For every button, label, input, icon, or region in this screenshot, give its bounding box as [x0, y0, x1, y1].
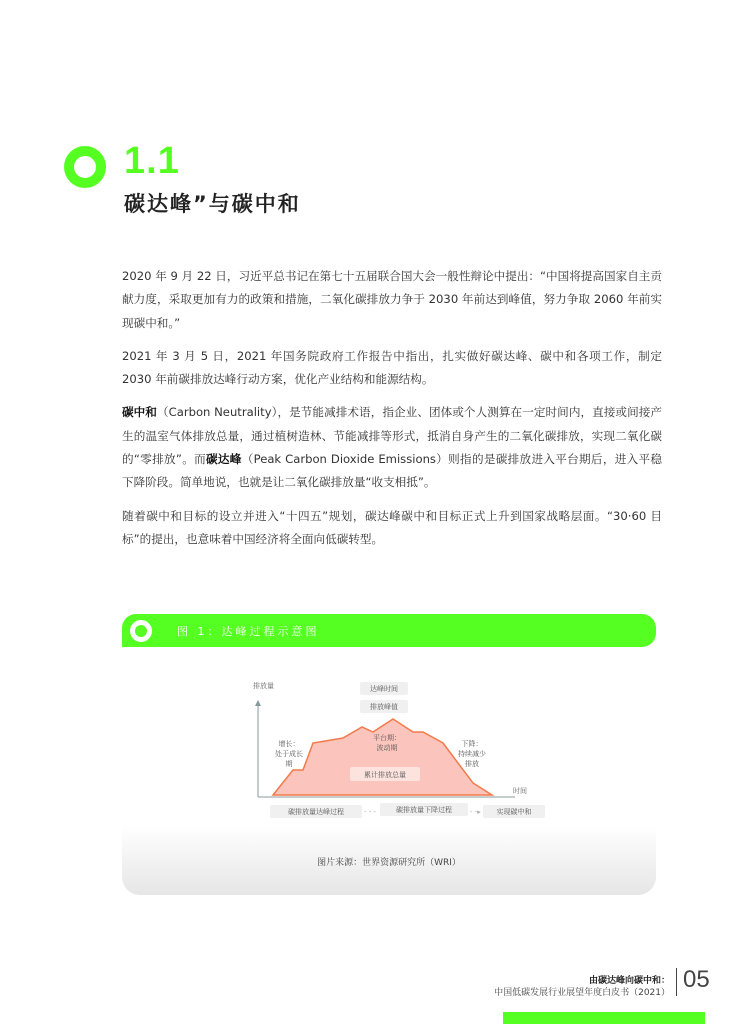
- plateau-label: 平台期：波动期: [373, 734, 401, 752]
- section-number: 1.1: [124, 140, 180, 182]
- section-title: 碳达峰”与碳中和: [124, 192, 301, 216]
- y-arrow-icon: [255, 700, 261, 706]
- peak-value-label: 排放峰值: [370, 703, 398, 711]
- svg-text:- - -: - - -: [364, 808, 377, 816]
- footer-subtitle: 中国低碳发展行业展望年度白皮书（2021）: [494, 988, 670, 998]
- footer-divider: [676, 968, 677, 996]
- figure-card: [122, 647, 656, 895]
- page-number: 05: [683, 966, 710, 993]
- term: 碳达峰: [206, 452, 242, 467]
- svg-text:- -▸: - -▸: [470, 808, 481, 816]
- banner-ring-icon: [130, 620, 152, 642]
- total-label: 累计排放总量: [364, 771, 406, 779]
- stage-decline: 碳排放量下降过程: [396, 806, 452, 814]
- section-ring-icon: [64, 146, 106, 188]
- figure-source: 图片来源：世界资源研究所（WRI）: [317, 858, 461, 868]
- term: 碳中和: [122, 405, 157, 420]
- peak-time-label: 达峰时间: [370, 685, 398, 693]
- stage-neutral: 实现碳中和: [496, 808, 532, 816]
- text: （Peak Carbon Dioxide Emissions）则指的是碳排放进入平台期后，进入平稳下降阶段。简单地说，也就是让二氧化碳排放量“收支相抵”。: [122, 452, 663, 490]
- figure-banner: [122, 614, 656, 647]
- footer-title: 由碳达峰向碳中和：: [588, 976, 670, 986]
- paragraph: [122, 401, 662, 494]
- x-label: 时间: [513, 787, 527, 795]
- footer-accent-bar: [503, 1012, 705, 1024]
- paragraph: 随着碳中和目标的设立并进入“十四五”规划，碳达峰碳中和目标正式上升到国家战略层面。“30·60 目标”的提出，也意味着中国经济将全面向低碳转型。: [122, 508, 662, 546]
- decline-label: 下降：持续减少排放: [458, 740, 486, 768]
- body-text: [122, 265, 662, 561]
- peak-diagram: [122, 647, 656, 847]
- paragraph: 2021 年 3 月 5 日，2021 年国务院政府工作报告中指出，扎实做好碳达峰、碳中和各项工作，制定 2030 年前碳排放达峰行动方案，优化产业结构和能源结构。: [122, 348, 662, 387]
- text: （Carbon Neutrality），是节能减排术语，指企业、团体或个人测算在一定时间内，直接或间接产生的温室气体排放总量，通过植树造林、节能减排等形式，抵消自身产生的二氧化碳排放，实现二氧化碳的“零排放”。而: [122, 405, 662, 467]
- y-label: 排放量: [253, 682, 274, 690]
- stage-rise: 碳排放量达峰过程: [288, 808, 344, 816]
- paragraph: 2020 年 9 月 22 日，习近平总书记在第七十五届联合国大会一般性辩论中提出：“中国将提高国家自主贡献力度，采取更加有力的政策和措施，二氧化碳排放力争于 2030 年前达到峰值，努力争取 2060 年前实现碳中和。”: [122, 269, 662, 330]
- figure-title: 图 1：达峰过程示意图: [177, 625, 320, 638]
- rise-label: 增长：处于成长期: [275, 740, 303, 768]
